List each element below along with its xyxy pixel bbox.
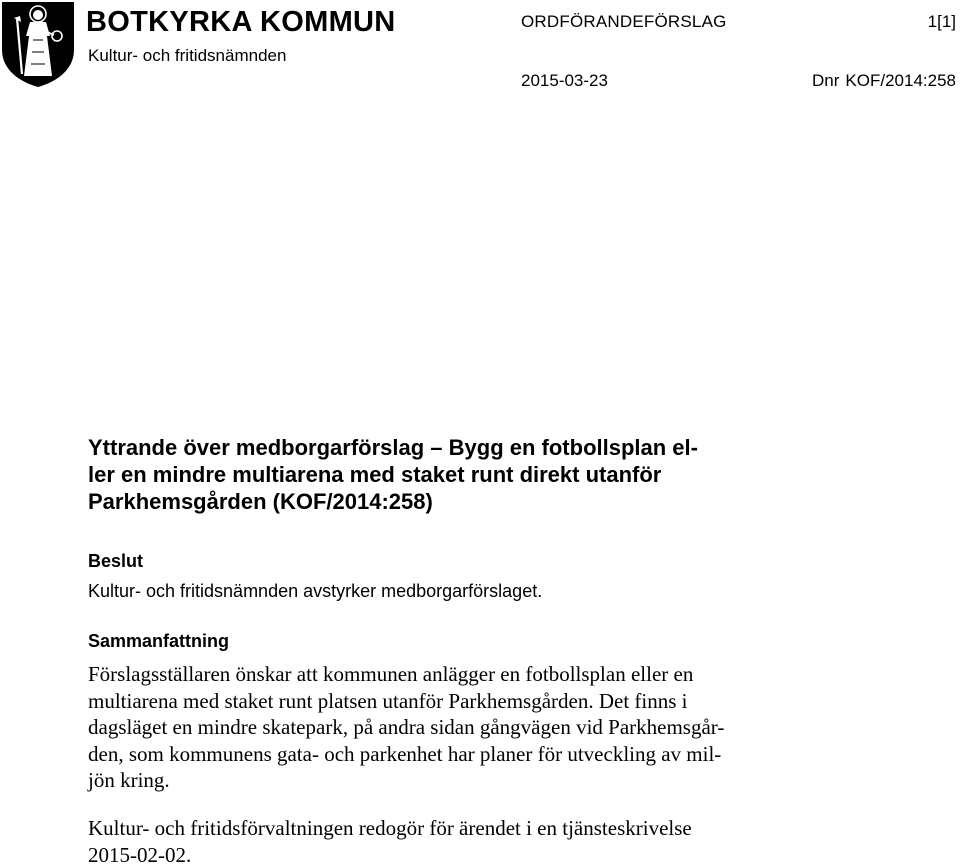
- paragraph-line: den, som kommunens gata- och parkenhet har planer för utveckling av mil-: [88, 741, 724, 768]
- paragraph-line: 2015-02-02.: [88, 842, 692, 868]
- document-title: [88, 434, 808, 515]
- organization-name: BOTKYRKA KOMMUN: [86, 4, 396, 40]
- sammanfattning-heading: Sammanfattning: [88, 630, 229, 652]
- case-number: [806, 71, 956, 91]
- title-line: Yttrande över medborgarförslag – Bygg en fotbollsplan el-: [88, 434, 808, 461]
- followup-paragraph: [88, 815, 692, 868]
- sammanfattning-paragraph: [88, 661, 724, 794]
- paragraph-line: jön kring.: [88, 767, 724, 794]
- beslut-text: Kultur- och fritidsnämnden avstyrker medborgarförslaget.: [88, 580, 542, 602]
- case-number-value: KOF/2014:258: [845, 71, 956, 90]
- case-number-label: Dnr: [812, 71, 839, 90]
- paragraph-line: dagsläget en mindre skatepark, på andra sidan gångvägen vid Parkhemsgår-: [88, 714, 724, 741]
- paragraph-line: multiarena med staket runt platsen utanför Parkhemsgården. Det finns i: [88, 688, 724, 715]
- title-line: ler en mindre multiarena med staket runt direkt utanför: [88, 461, 808, 488]
- municipal-coat-of-arms-icon: [0, 0, 76, 88]
- page-number: 1[1]: [928, 12, 956, 32]
- organization-unit: Kultur- och fritidsnämnden: [88, 46, 286, 66]
- paragraph-line: Kultur- och fritidsförvaltningen redogör för ärendet i en tjänsteskrivelse: [88, 815, 692, 842]
- title-line: Parkhemsgården (KOF/2014:258): [88, 488, 808, 515]
- paragraph-line: Förslagsställaren önskar att kommunen anlägger en fotbollsplan eller en: [88, 661, 724, 688]
- document-type: ORDFÖRANDEFÖRSLAG: [521, 12, 727, 32]
- document-date: 2015-03-23: [521, 71, 608, 91]
- beslut-heading: Beslut: [88, 550, 143, 572]
